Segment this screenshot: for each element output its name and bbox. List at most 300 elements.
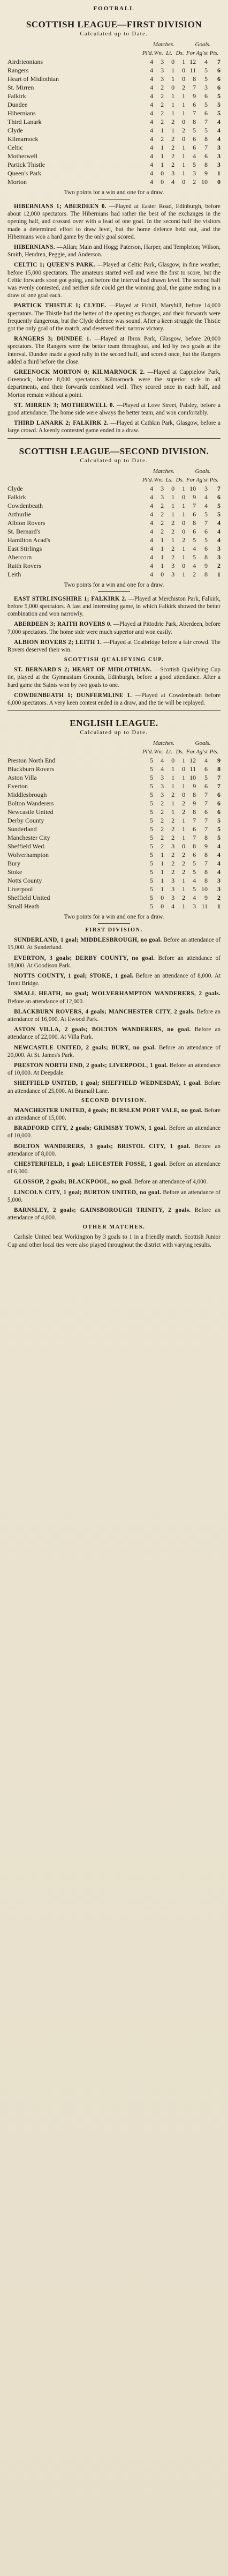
match-report bbox=[7, 1026, 221, 1041]
table-cell: 9 bbox=[204, 561, 208, 569]
table-cell: 7 bbox=[217, 58, 221, 65]
table-cell: 5 bbox=[204, 510, 208, 518]
table-cell: 3 bbox=[217, 885, 221, 893]
col-header: Ds. bbox=[176, 749, 184, 756]
table-cell: 3 bbox=[217, 161, 221, 168]
table-cell: 5 bbox=[204, 536, 208, 544]
table-cell: 8 bbox=[204, 877, 208, 885]
table-cell: 3 bbox=[161, 493, 164, 501]
table-cell: 2 bbox=[161, 84, 164, 91]
table-row bbox=[7, 859, 221, 868]
table-row bbox=[7, 160, 221, 169]
table-cell: 11 bbox=[189, 765, 196, 773]
match-result: ST. BERNARD'S 2; HEART OF MIDLOTHIAN. bbox=[14, 667, 152, 673]
match-text: Before an attendance of 4,000. bbox=[7, 1207, 221, 1222]
scottish-first-title: SCOTTISH LEAGUE—FIRST DIVISION bbox=[26, 19, 202, 29]
table-cell: 6 bbox=[204, 808, 208, 816]
table-cell: 2 bbox=[161, 519, 164, 527]
table-cell: 5 bbox=[204, 774, 208, 782]
table-cell: 4 bbox=[171, 902, 175, 911]
table-cell: 5 bbox=[193, 553, 196, 561]
table-cell: 7 bbox=[204, 825, 208, 833]
scottish-first-table bbox=[7, 40, 221, 186]
table-cell: 2 bbox=[171, 817, 175, 825]
match-result: PRESTON NORTH END, 2 goals; LIVERPOOL, 1 goal. bbox=[14, 1062, 168, 1069]
match-text: Before an attendance of 22,000. At Villa Park. bbox=[7, 1026, 221, 1041]
table-row bbox=[7, 126, 221, 135]
match-report bbox=[7, 620, 221, 635]
table-cell: 4 bbox=[150, 144, 154, 151]
match-reports bbox=[7, 1107, 221, 1222]
table-cell: 0 bbox=[161, 902, 164, 911]
table-cell: 0 bbox=[182, 178, 186, 186]
match-result: HIBERNIANS 1; ABERDEEN 0. bbox=[14, 203, 107, 210]
match-text: —Played at Merchiston Park, Falkirk, before 5,000 spectators. A fast and interesting game, in which Falkirk showed the better combination and won narrowly. bbox=[7, 595, 221, 618]
team-name: Queen's Park bbox=[7, 169, 42, 177]
table-cell: 2 bbox=[161, 842, 164, 850]
table-cell: 9 bbox=[204, 894, 208, 902]
match-text: —Played at Firhill, Maryhill, before 14,000 spectators. The Thistle had the better of the opening exchanges, and their forwards were frequently dangerous, but the Clyde defence was sound. After a keen struggle the Thistle got the only goal of the match, and deserved their narrow victory. bbox=[7, 302, 221, 332]
match-report bbox=[7, 1044, 221, 1059]
table-cell: 8 bbox=[204, 553, 208, 561]
table-row bbox=[7, 152, 221, 160]
table-cell: 3 bbox=[171, 570, 175, 578]
table-cell: 0 bbox=[182, 791, 186, 799]
table-column-header bbox=[7, 49, 221, 57]
table-cell: 4 bbox=[150, 510, 154, 518]
table-cell: 2 bbox=[182, 536, 186, 544]
table-cell: 2 bbox=[171, 161, 175, 168]
match-report bbox=[7, 1107, 221, 1122]
table-cell: 6 bbox=[193, 510, 196, 518]
table-cell: 5 bbox=[150, 894, 154, 902]
table-cell: 5 bbox=[150, 817, 154, 825]
table-cell: 4 bbox=[193, 877, 196, 885]
table-cell: 5 bbox=[150, 782, 154, 790]
table-row bbox=[7, 143, 221, 152]
table-cell: 4 bbox=[204, 501, 208, 509]
table-cell: 6 bbox=[217, 791, 221, 799]
table-cell: 5 bbox=[193, 127, 196, 134]
team-name: Sheffield Wed. bbox=[7, 842, 46, 850]
table-cell: 6 bbox=[204, 765, 208, 773]
table-cell: 2 bbox=[182, 808, 186, 816]
table-cell: 0 bbox=[217, 178, 221, 186]
match-result: GREENOCK MORTON 0; KILMARNOCK 2. bbox=[14, 369, 145, 376]
table-row bbox=[7, 570, 221, 579]
scottish-first-division bbox=[7, 19, 221, 435]
table-cell: 7 bbox=[204, 817, 208, 825]
table-cell: 4 bbox=[150, 178, 154, 186]
col-header: Pl'd. bbox=[142, 476, 154, 483]
table-cell: 2 bbox=[182, 894, 186, 902]
divider bbox=[98, 591, 130, 592]
match-text: Before an attendance of 8,000. At Trent Bridge. bbox=[7, 972, 221, 987]
match-result: NOTTS COUNTY, 1 goal; STOKE, 1 goal. bbox=[14, 972, 134, 979]
table-cell: 2 bbox=[182, 868, 186, 876]
table-cell: 5 bbox=[150, 765, 154, 773]
table-cell: 8 bbox=[204, 161, 208, 168]
table-cell: 0 bbox=[182, 66, 186, 74]
table-cell: 4 bbox=[161, 757, 164, 765]
match-report bbox=[7, 419, 221, 434]
table-cell: 2 bbox=[161, 118, 164, 125]
team-name: Bury bbox=[7, 860, 20, 868]
match-text: Before an attendance of 10,000. bbox=[7, 1125, 221, 1139]
table-cell: 5 bbox=[150, 902, 154, 911]
table-row bbox=[7, 75, 221, 83]
table-cell: 2 bbox=[171, 860, 175, 868]
table-cell: 3 bbox=[171, 894, 175, 902]
match-result: RANGERS 3; DUNDEE 1. bbox=[14, 336, 92, 343]
table-cell: 2 bbox=[193, 178, 196, 186]
table-cell: 0 bbox=[182, 118, 186, 125]
col-header: Ls. bbox=[165, 476, 173, 483]
table-cell: 4 bbox=[217, 868, 221, 876]
section-title: FOOTBALL bbox=[93, 5, 135, 12]
table-cell: 2 bbox=[161, 808, 164, 816]
team-name: Arthurlie bbox=[7, 510, 31, 518]
table-row bbox=[7, 92, 221, 100]
match-result: SMALL HEATH, no goal; WOLVERHAMPTON WANDERERS, 2 goals. bbox=[14, 990, 221, 997]
table-cell: 4 bbox=[150, 152, 154, 160]
table-cell: 2 bbox=[161, 834, 164, 842]
col-header: Pl'd. bbox=[142, 50, 154, 56]
team-name: Rangers bbox=[7, 66, 29, 74]
match-result: GLOSSOP, 2 goals; BLACKPOOL, no goal. bbox=[14, 1179, 133, 1186]
table-cell: 3 bbox=[161, 791, 164, 799]
table-cell: 6 bbox=[217, 808, 221, 816]
table-cell: 5 bbox=[150, 825, 154, 833]
table-cell: 10 bbox=[189, 774, 196, 782]
table-cell: 6 bbox=[217, 800, 221, 808]
table-cell: 4 bbox=[150, 101, 154, 108]
match-report bbox=[7, 639, 221, 654]
col-header: Lt. bbox=[166, 50, 173, 56]
table-row bbox=[7, 544, 221, 553]
table-cell: 4 bbox=[150, 58, 154, 65]
table-cell: 0 bbox=[161, 894, 164, 902]
scottish-second-subtitle: Calculated up to Date. bbox=[80, 457, 148, 464]
col-header: Pts. bbox=[209, 476, 219, 483]
match-result: ALBION ROVERS 2; LEITH 1. bbox=[14, 639, 102, 646]
match-report bbox=[7, 402, 221, 417]
table-row bbox=[7, 100, 221, 109]
table-cell: 2 bbox=[171, 544, 175, 552]
table-cell: 6 bbox=[217, 84, 221, 91]
table-cell: 8 bbox=[193, 519, 196, 527]
match-text: —Played at Cathkin Park, Glasgow, before a large crowd. A keenly contested game ended in a draw. bbox=[7, 420, 221, 434]
table-cell: 5 bbox=[150, 800, 154, 808]
table-cell: 4 bbox=[217, 118, 221, 125]
match-result: EVERTON, 3 goals; DERBY COUNTY, no goal. bbox=[14, 954, 155, 961]
english-title: ENGLISH LEAGUE. bbox=[70, 718, 158, 729]
table-row bbox=[7, 493, 221, 501]
table-group-header bbox=[7, 739, 221, 747]
team-name: Raith Rovers bbox=[7, 561, 41, 569]
team-name: Bolton Wanderers bbox=[7, 800, 54, 808]
table-cell: 1 bbox=[182, 58, 186, 65]
table-cell: 6 bbox=[204, 109, 208, 117]
table-cell: 2 bbox=[171, 152, 175, 160]
match-text: Before an attendance of 20,000. At St. James's Park. bbox=[7, 1044, 221, 1058]
table-cell: 7 bbox=[204, 791, 208, 799]
match-text: Before an attendance of 8,000. bbox=[7, 1143, 221, 1157]
match-text: —Played at Coatbridge before a fair crowd. The Rovers deserved their win. bbox=[7, 639, 221, 653]
table-cell: 5 bbox=[150, 885, 154, 893]
col-header: Wn. bbox=[154, 476, 163, 483]
table-cell: 0 bbox=[171, 484, 175, 492]
table-cell: 7 bbox=[204, 118, 208, 125]
match-text: —Played at Ibrox Park, Glasgow, before 20,000 spectators. The Rangers were the better team throughout, and led by two goals at the interval. Dundee made a good rally in the second half, and scored once, but the Rangers added a third before the close. bbox=[7, 336, 221, 365]
table-cell: 5 bbox=[150, 860, 154, 868]
table-cell: 0 bbox=[182, 765, 186, 773]
table-cell: 0 bbox=[182, 527, 186, 535]
table-cell: 4 bbox=[217, 842, 221, 850]
table-cell: 0 bbox=[182, 135, 186, 143]
table-cell: 1 bbox=[182, 902, 186, 911]
table-cell: 2 bbox=[171, 851, 175, 859]
table-cell: 1 bbox=[161, 536, 164, 544]
table-cell: 3 bbox=[204, 84, 208, 91]
table-cell: 4 bbox=[150, 493, 154, 501]
table-cell: 4 bbox=[150, 75, 154, 83]
match-result: BOLTON WANDERERS, 3 goals; BRISTOL CITY, 1 goal. bbox=[14, 1143, 191, 1150]
table-cell: 1 bbox=[182, 92, 186, 100]
english-table bbox=[7, 739, 221, 911]
table-cell: 5 bbox=[204, 66, 208, 74]
table-cell: 0 bbox=[161, 570, 164, 578]
table-cell: 1 bbox=[182, 570, 186, 578]
table-row bbox=[7, 83, 221, 92]
col-header: Pts. bbox=[209, 749, 219, 756]
table-body bbox=[7, 756, 221, 911]
table-cell: 1 bbox=[182, 553, 186, 561]
table-cell: 1 bbox=[161, 152, 164, 160]
table-cell: 5 bbox=[150, 868, 154, 876]
table-cell: 4 bbox=[150, 92, 154, 100]
col-header: Ag'st bbox=[196, 476, 208, 483]
table-cell: 8 bbox=[193, 118, 196, 125]
team-name: Dundee bbox=[7, 101, 28, 108]
table-column-header bbox=[7, 747, 221, 756]
table-cell: 4 bbox=[217, 135, 221, 143]
table-cell: 1 bbox=[182, 817, 186, 825]
match-text: —Played at Cappielow Park, Greenock, before 8,000 spectators. Kilmarnock were the superior side in all departments, and their forwards combined well. They scored once in each half, and Morton remain without a point. bbox=[7, 369, 221, 398]
table-cell: 1 bbox=[161, 561, 164, 569]
col-header: Wn. bbox=[154, 749, 163, 756]
points-note: Two points for a win and one for a draw. bbox=[64, 189, 164, 196]
table-cell: 6 bbox=[193, 527, 196, 535]
table-cell: 6 bbox=[193, 101, 196, 108]
table-cell: 2 bbox=[217, 561, 221, 569]
other-matches-title: OTHER MATCHES. bbox=[82, 1224, 146, 1231]
table-cell: 7 bbox=[193, 84, 196, 91]
group-matches: Matches. bbox=[153, 468, 174, 475]
table-row bbox=[7, 773, 221, 782]
match-report bbox=[7, 1062, 221, 1077]
table-row bbox=[7, 885, 221, 893]
table-cell: 1 bbox=[171, 75, 175, 83]
team-name: Aston Villa bbox=[7, 774, 37, 782]
table-cell: 0 bbox=[171, 84, 175, 91]
table-cell: 7 bbox=[217, 484, 221, 492]
english-subtitle: Calculated up to Date. bbox=[80, 730, 148, 736]
group-goals: Goals. bbox=[195, 41, 211, 48]
table-cell: 3 bbox=[217, 544, 221, 552]
table-cell: 1 bbox=[161, 544, 164, 552]
table-cell: 3 bbox=[204, 484, 208, 492]
scottish-cup bbox=[7, 657, 221, 707]
scottish-second-title: SCOTTISH LEAGUE—SECOND DIVISION. bbox=[19, 446, 209, 456]
table-cell: 8 bbox=[204, 135, 208, 143]
table-cell: 1 bbox=[171, 501, 175, 509]
team-name: Hamilton Acad's bbox=[7, 536, 50, 544]
table-cell: 2 bbox=[171, 553, 175, 561]
table-cell: 0 bbox=[182, 519, 186, 527]
table-cell: 3 bbox=[161, 484, 164, 492]
table-cell: 1 bbox=[182, 161, 186, 168]
table-cell: 4 bbox=[150, 84, 154, 91]
table-cell: 5 bbox=[217, 109, 221, 117]
match-report bbox=[7, 302, 221, 332]
table-cell: 1 bbox=[182, 825, 186, 833]
table-cell: 1 bbox=[182, 169, 186, 177]
table-cell: 3 bbox=[161, 75, 164, 83]
table-cell: 7 bbox=[217, 782, 221, 790]
match-report bbox=[7, 243, 221, 258]
table-cell: 1 bbox=[182, 484, 186, 492]
table-cell: 2 bbox=[182, 127, 186, 134]
table-cell: 6 bbox=[193, 144, 196, 151]
team-name: Wolverhampton bbox=[7, 851, 49, 859]
table-cell: 1 bbox=[182, 510, 186, 518]
table-body bbox=[7, 484, 221, 579]
match-report bbox=[7, 203, 221, 241]
team-name: Third Lanark bbox=[7, 118, 42, 125]
second-division-title: SECOND DIVISION. bbox=[81, 1097, 147, 1104]
table-cell: 6 bbox=[193, 825, 196, 833]
table-cell: 2 bbox=[161, 825, 164, 833]
table-cell: 2 bbox=[193, 570, 196, 578]
table-cell: 1 bbox=[182, 109, 186, 117]
match-text: —Played at Cowdenbeath before 6,000 spectators. A very keen contest ended in a draw, and the tie will be replayed. bbox=[7, 692, 221, 706]
table-row bbox=[7, 510, 221, 519]
match-report bbox=[7, 1206, 221, 1222]
match-report bbox=[7, 1189, 221, 1204]
table-cell: 3 bbox=[217, 144, 221, 151]
table-cell: 1 bbox=[182, 544, 186, 552]
table-cell: 0 bbox=[182, 75, 186, 83]
match-text: Before an attendance of 5,000. bbox=[7, 1189, 221, 1203]
scottish-second-table bbox=[7, 467, 221, 579]
table-row bbox=[7, 893, 221, 902]
table-cell: 0 bbox=[171, 757, 175, 765]
table-cell: 0 bbox=[182, 842, 186, 850]
table-row bbox=[7, 177, 221, 186]
table-cell: 1 bbox=[171, 510, 175, 518]
table-cell: 4 bbox=[204, 757, 208, 765]
match-text: —Played at Easter Road, Edinburgh, before about 12,000 spectators. The Hibernians had rather the best of the exchanges in the opening half, and crossed over with a lead of one goal. In the second half the visitors made a determined effort to draw level, but the home defence held out, and the Hibernians won a hard game by the only goal scored. bbox=[7, 203, 221, 240]
match-report bbox=[7, 368, 221, 399]
col-header: Ds. bbox=[176, 50, 184, 56]
table-cell: 4 bbox=[150, 161, 154, 168]
table-cell: 2 bbox=[182, 860, 186, 868]
table-cell: 5 bbox=[150, 774, 154, 782]
match-result: CELTIC 1; QUEEN'S PARK. bbox=[14, 262, 95, 269]
match-reports bbox=[7, 203, 221, 435]
table-cell: 1 bbox=[171, 765, 175, 773]
table-cell: 1 bbox=[171, 808, 175, 816]
match-reports bbox=[7, 936, 221, 1095]
table-cell: 2 bbox=[217, 894, 221, 902]
table-cell: 7 bbox=[217, 774, 221, 782]
table-cell: 5 bbox=[204, 127, 208, 134]
table-cell: 1 bbox=[182, 152, 186, 160]
table-cell: 2 bbox=[161, 800, 164, 808]
match-report bbox=[7, 1079, 221, 1094]
table-cell: 0 bbox=[161, 169, 164, 177]
points-note: Two points for a win and one for a draw. bbox=[64, 914, 164, 921]
table-cell: 8 bbox=[204, 834, 208, 842]
table-cell: 4 bbox=[150, 169, 154, 177]
table-cell: 4 bbox=[204, 58, 208, 65]
table-cell: 0 bbox=[182, 493, 186, 501]
table-cell: 4 bbox=[217, 851, 221, 859]
table-cell: 1 bbox=[182, 834, 186, 842]
table-cell: 2 bbox=[182, 851, 186, 859]
match-text: —Played at Celtic Park, Glasgow, in fine weather, before 15,000 spectators. The amateurs started well and were the first to score, but the Celtic forwards soon got going, and before the interval had drawn level. The second half was evenly contested, and neither side could get the winning goal, the game ending in a draw of one goal each. bbox=[7, 262, 221, 299]
table-cell: 9 bbox=[204, 842, 208, 850]
table-column-header bbox=[7, 476, 221, 484]
table-cell: 3 bbox=[171, 169, 175, 177]
table-cell: 1 bbox=[217, 570, 221, 578]
table-cell: 2 bbox=[161, 817, 164, 825]
table-cell: 2 bbox=[171, 527, 175, 535]
table-cell: 1 bbox=[182, 101, 186, 108]
table-cell: 1 bbox=[171, 92, 175, 100]
table-cell: 6 bbox=[217, 75, 221, 83]
table-cell: 4 bbox=[150, 570, 154, 578]
table-cell: 6 bbox=[204, 544, 208, 552]
table-cell: 1 bbox=[182, 885, 186, 893]
other-matches-text: Carlisle United beat Workington by 3 goals to 1 in a friendly match. Scottish Junior Cup and other local ties were also played throughout the district with varying results. bbox=[7, 1234, 221, 1248]
table-cell: 7 bbox=[204, 144, 208, 151]
table-cell: 5 bbox=[217, 834, 221, 842]
table-cell: 1 bbox=[161, 161, 164, 168]
table-cell: 2 bbox=[161, 92, 164, 100]
table-row bbox=[7, 117, 221, 126]
points-note: Two points for a win and one for a draw. bbox=[64, 581, 164, 588]
table-cell: 5 bbox=[217, 817, 221, 825]
table-cell: 4 bbox=[193, 561, 196, 569]
table-cell: 0 bbox=[161, 178, 164, 186]
table-cell: 1 bbox=[171, 774, 175, 782]
match-text: Before an attendance of 15,000. At Sunderland. bbox=[7, 937, 221, 951]
divider bbox=[98, 923, 130, 924]
team-name: Clyde bbox=[7, 484, 23, 492]
table-cell: 4 bbox=[217, 860, 221, 868]
table-cell: 4 bbox=[217, 127, 221, 134]
table-cell: 9 bbox=[217, 757, 221, 765]
col-header: Wn. bbox=[154, 50, 163, 56]
table-cell: 6 bbox=[204, 782, 208, 790]
table-cell: 4 bbox=[193, 152, 196, 160]
match-result: BRADFORD CITY, 2 goals; GRIMSBY TOWN, 1 goal. bbox=[14, 1125, 167, 1132]
table-cell: 1 bbox=[171, 536, 175, 544]
table-cell: 2 bbox=[171, 135, 175, 143]
col-header: Pl'd. bbox=[142, 749, 154, 756]
